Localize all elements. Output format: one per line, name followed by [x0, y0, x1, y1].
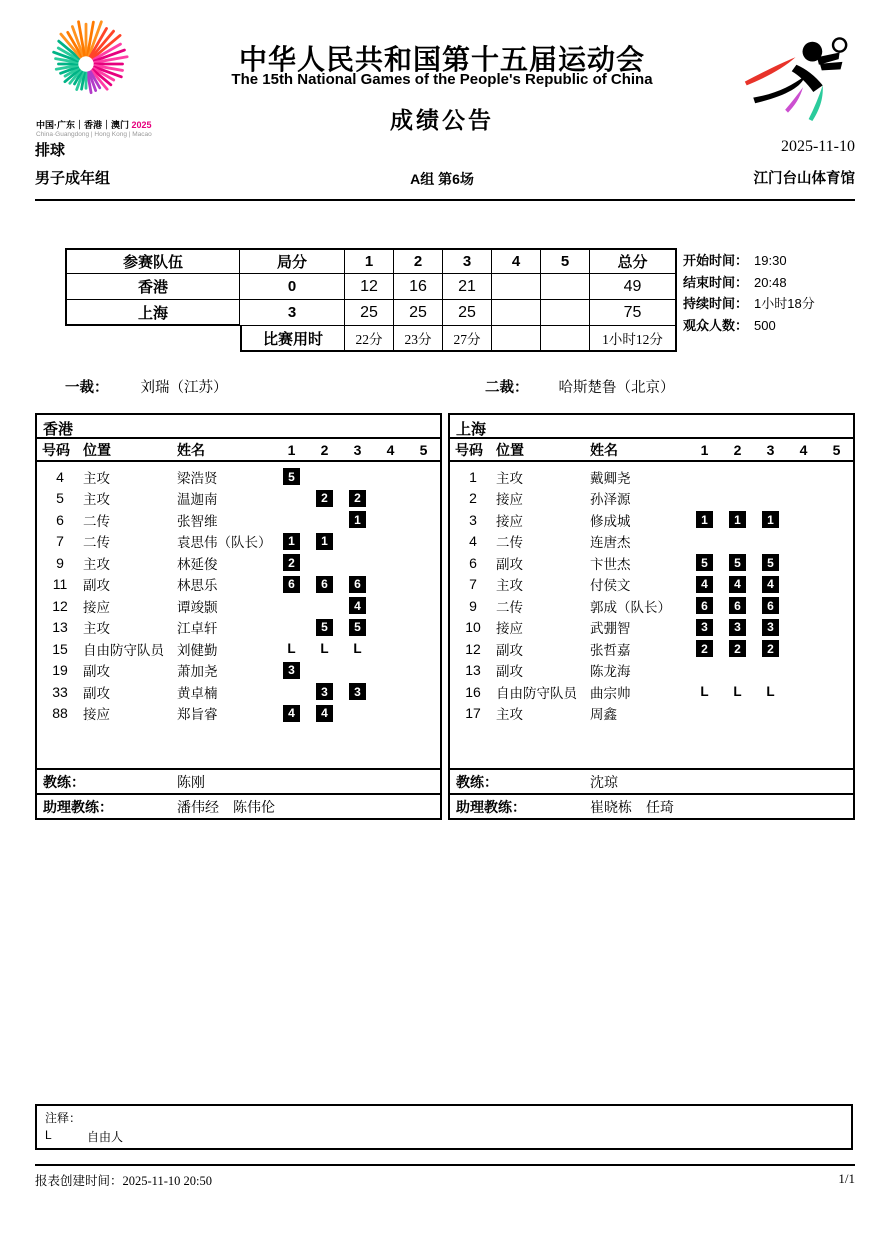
player-set-cell: [721, 554, 754, 571]
player-number: 12: [52, 597, 68, 614]
libero-marker: L: [353, 641, 362, 657]
match-info-panel: [683, 250, 815, 336]
roster-col-header: 1: [287, 441, 296, 458]
player-set-cell: [341, 576, 374, 593]
player-name: 周鑫: [590, 707, 617, 723]
match-info-label: 持续时间：: [683, 296, 749, 311]
assistant-coach-names: 潘伟经 陈伟伦: [177, 798, 275, 815]
player-number: 6: [56, 511, 64, 528]
player-row: [450, 466, 853, 488]
page-subtitle: The 15th National Games of the People's Republic of China: [231, 71, 653, 88]
player-number: 9: [469, 597, 477, 614]
emblem-year-text: 2025: [131, 120, 152, 130]
player-name: 江卓轩: [177, 621, 218, 637]
set-score-cell: 25: [345, 300, 394, 326]
player-row: [37, 574, 440, 596]
match-date: 2025-11-10: [780, 138, 855, 155]
player-number: 13: [52, 619, 68, 636]
player-position: 二传: [496, 599, 523, 615]
player-row: [37, 509, 440, 531]
assistant-coach-label: 助理教练：: [456, 798, 526, 815]
set-duration-cell: [541, 326, 590, 352]
roster-col-header: 位置: [496, 441, 524, 458]
notes-entry: [45, 1128, 843, 1145]
set-duration-cell: [492, 326, 541, 352]
libero-marker: L: [320, 641, 329, 657]
starting-position-badge: 4: [349, 597, 366, 614]
roster-table: [448, 413, 855, 820]
starting-position-badge: 5: [349, 619, 366, 636]
match-info-label: 观众人数：: [683, 317, 749, 333]
assistant-coach-row: [37, 793, 440, 818]
player-row: [37, 703, 440, 725]
player-name: 陈龙海: [590, 664, 631, 680]
starting-position-badge: 4: [696, 576, 713, 593]
emblem-region-text: 中国·广东｜香港｜澳门 2025: [36, 120, 152, 130]
total-points-cell: 49: [590, 274, 677, 300]
starting-position-badge: 6: [729, 597, 746, 614]
starting-position-badge: 1: [316, 533, 333, 550]
player-row: [37, 488, 440, 510]
roster-col-header: 4: [386, 441, 395, 458]
coach-row: [37, 768, 440, 793]
match-info-label: 结束时间：: [683, 274, 749, 290]
player-row: [450, 681, 853, 703]
player-set-cell: [308, 490, 341, 507]
player-position: 副攻: [83, 664, 110, 680]
starting-position-badge: 3: [283, 662, 300, 679]
player-number: 33: [52, 683, 68, 700]
player-position: 主攻: [83, 621, 110, 637]
starting-position-badge: 4: [316, 705, 333, 722]
player-name: 修成城: [590, 513, 631, 529]
player-number: 10: [465, 619, 481, 636]
player-name: 萧加尧: [177, 664, 218, 680]
assistant-coach-names: 崔晓栋 任琦: [590, 798, 674, 815]
coach-label: 教练：: [456, 773, 498, 790]
player-name: 戴卿尧: [590, 470, 631, 486]
score-col-header: 5: [541, 248, 590, 274]
player-set-cell: [275, 533, 308, 550]
player-set-cell: [275, 468, 308, 485]
player-position: 接应: [83, 599, 110, 615]
roster-header-row: [450, 439, 853, 462]
notes-entry-desc: 自由人: [87, 1130, 124, 1144]
player-position: 副攻: [496, 664, 523, 680]
match-info-row: [683, 315, 815, 337]
player-row: [450, 595, 853, 617]
player-set-cell: [754, 684, 787, 699]
match-info-row: [683, 250, 815, 272]
match-info-row: [683, 293, 815, 315]
coach-label: 教练：: [43, 773, 85, 790]
player-position: 主攻: [496, 470, 523, 486]
team-name-cell: 上海: [65, 300, 240, 326]
player-name: 黄卓楠: [177, 685, 218, 701]
player-number: 15: [52, 640, 68, 657]
sets-won-cell: 0: [240, 274, 345, 300]
player-number: 4: [469, 533, 477, 550]
roster-body: [450, 462, 853, 768]
player-set-cell: [341, 490, 374, 507]
emblem-region-text-en: China·Guangdong | Hong Kong | Macao: [36, 131, 152, 138]
starting-position-badge: 6: [316, 576, 333, 593]
division-label: 男子成年组: [35, 170, 111, 187]
player-set-cell: [308, 641, 341, 656]
set-duration-cell: 22分: [345, 326, 394, 352]
score-col-header: 总分: [590, 248, 677, 274]
player-name: 孙泽源: [590, 492, 631, 508]
player-row: [450, 617, 853, 639]
starting-position-badge: 2: [729, 640, 746, 657]
set-score-cell: 25: [394, 300, 443, 326]
player-set-cell: [688, 684, 721, 699]
roster-col-header: 1: [700, 441, 709, 458]
starting-position-badge: 5: [316, 619, 333, 636]
player-position: 主攻: [496, 707, 523, 723]
player-set-cell: [754, 619, 787, 636]
player-name: 卞世杰: [590, 556, 631, 572]
player-row: [450, 574, 853, 596]
score-col-header: 4: [492, 248, 541, 274]
match-label: A组 第6场: [410, 171, 474, 187]
player-number: 7: [56, 533, 64, 550]
player-set-cell: [688, 511, 721, 528]
starting-position-badge: 2: [316, 490, 333, 507]
roster-col-header: 姓名: [590, 441, 618, 458]
player-number: 2: [469, 490, 477, 507]
set-score-cell: [541, 300, 590, 326]
player-row: [450, 488, 853, 510]
player-number: 12: [465, 640, 481, 657]
player-set-cell: [308, 619, 341, 636]
score-col-header: 参赛队伍: [65, 248, 240, 274]
roster-col-header: 号码: [42, 441, 70, 458]
player-name: 温迦南: [177, 492, 218, 508]
set-score-cell: 21: [443, 274, 492, 300]
match-info-value: 20:48: [754, 274, 787, 290]
coach-name: 沈琼: [590, 773, 618, 790]
match-info-value: 500: [754, 317, 776, 333]
starting-position-badge: 6: [349, 576, 366, 593]
player-name: 谭竣颢: [177, 599, 218, 615]
player-row: [450, 703, 853, 725]
total-duration-cell: 1小时12分: [590, 326, 677, 352]
team-name-cell: 香港: [65, 274, 240, 300]
score-col-header: 2: [394, 248, 443, 274]
player-set-cell: [754, 511, 787, 528]
player-set-cell: [721, 684, 754, 699]
player-name: 林思乐: [177, 578, 218, 594]
player-position: 主攻: [496, 578, 523, 594]
sport-label: 排球: [35, 142, 66, 159]
roster-col-header: 5: [419, 441, 428, 458]
coach-name: 陈刚: [177, 773, 205, 790]
starting-position-badge: 6: [283, 576, 300, 593]
starting-position-badge: 1: [283, 533, 300, 550]
libero-marker: L: [766, 684, 775, 700]
player-number: 7: [469, 576, 477, 593]
page-title: 中华人民共和国第十五届运动会: [238, 44, 645, 75]
set-score-cell: [492, 300, 541, 326]
player-row: [450, 638, 853, 660]
starting-position-badge: 5: [696, 554, 713, 571]
player-set-cell: [308, 576, 341, 593]
player-name: 武弸智: [590, 621, 631, 637]
roster-col-header: 3: [353, 441, 362, 458]
duration-label-cell: 比赛用时: [240, 326, 345, 352]
player-set-cell: [688, 554, 721, 571]
player-set-cell: [275, 705, 308, 722]
roster-team-name: 上海: [450, 415, 853, 439]
set-score-cell: 12: [345, 274, 394, 300]
player-set-cell: [341, 683, 374, 700]
starting-position-badge: 5: [283, 468, 300, 485]
assistant-coach-label: 助理教练：: [43, 798, 113, 815]
second-referee: [485, 376, 675, 397]
player-name: 张智维: [177, 513, 218, 529]
player-row: [37, 617, 440, 639]
player-position: 接应: [496, 621, 523, 637]
player-number: 3: [469, 511, 477, 528]
first-referee-label: 一裁：: [65, 380, 109, 396]
footer-divider: [35, 1164, 855, 1166]
player-position: 副攻: [496, 642, 523, 658]
player-position: 主攻: [83, 556, 110, 572]
player-number: 5: [56, 490, 64, 507]
starting-position-badge: 3: [696, 619, 713, 636]
roster-col-header: 2: [733, 441, 742, 458]
roster-team-name: 香港: [37, 415, 440, 439]
player-row: [37, 681, 440, 703]
starting-position-badge: 2: [696, 640, 713, 657]
player-set-cell: [341, 641, 374, 656]
set-score-cell: [541, 274, 590, 300]
first-referee-name: 刘瑞（江苏）: [140, 380, 228, 396]
player-row: [37, 466, 440, 488]
player-position: 自由防守队员: [496, 685, 577, 701]
set-score-cell: [492, 274, 541, 300]
player-set-cell: [754, 597, 787, 614]
player-position: 二传: [83, 513, 110, 529]
player-row: [37, 552, 440, 574]
player-number: 19: [52, 662, 68, 679]
player-set-cell: [275, 554, 308, 571]
set-duration-cell: 27分: [443, 326, 492, 352]
page-number: 1/1: [838, 1171, 855, 1186]
roster-body: [37, 462, 440, 768]
player-number: 16: [465, 683, 481, 700]
player-row: [450, 509, 853, 531]
roster-col-header: 5: [832, 441, 841, 458]
player-set-cell: [275, 576, 308, 593]
player-position: 副攻: [83, 578, 110, 594]
player-set-cell: [341, 619, 374, 636]
player-number: 1: [469, 468, 477, 485]
player-row: [37, 595, 440, 617]
player-position: 副攻: [83, 685, 110, 701]
volleyball-pictogram: [742, 30, 864, 127]
assistant-coach-row: [450, 793, 853, 818]
libero-marker: L: [287, 641, 296, 657]
starting-position-badge: 4: [762, 576, 779, 593]
player-set-cell: [754, 640, 787, 657]
report-created-time: 报表创建时间：2025-11-10 20:50: [35, 1174, 212, 1188]
player-row: [450, 531, 853, 553]
first-referee: [65, 376, 228, 397]
set-score-cell: 16: [394, 274, 443, 300]
libero-marker: L: [733, 684, 742, 700]
starting-position-badge: 1: [349, 511, 366, 528]
player-set-cell: [688, 576, 721, 593]
starting-position-badge: 2: [349, 490, 366, 507]
starting-position-badge: 1: [762, 511, 779, 528]
player-set-cell: [308, 683, 341, 700]
coach-row: [450, 768, 853, 793]
player-position: 接应: [83, 707, 110, 723]
player-number: 88: [52, 705, 68, 722]
second-referee-name: 哈斯楚鲁（北京）: [558, 380, 675, 396]
score-col-header: 局分: [240, 248, 345, 274]
player-row: [450, 660, 853, 682]
player-name: 郑旨睿: [177, 707, 218, 723]
score-col-header: 3: [443, 248, 492, 274]
starting-position-badge: 3: [316, 683, 333, 700]
roster-col-header: 4: [799, 441, 808, 458]
roster-col-header: 3: [766, 441, 775, 458]
player-position: 二传: [496, 535, 523, 551]
player-name: 刘健勤: [177, 642, 218, 658]
match-info-row: [683, 272, 815, 294]
notes-entry-code: L: [45, 1128, 52, 1142]
player-name: 张哲嘉: [590, 642, 631, 658]
venue-label: 江门台山体育馆: [753, 171, 855, 187]
player-name: 郭成（队长）: [590, 599, 671, 615]
starting-position-badge: 3: [762, 619, 779, 636]
starting-position-badge: 1: [729, 511, 746, 528]
volleyball-pictogram-icon: [742, 30, 864, 122]
roster-table: [35, 413, 442, 820]
player-set-cell: [721, 511, 754, 528]
player-set-cell: [721, 640, 754, 657]
player-name: 林延俊: [177, 556, 218, 572]
match-info-label: 开始时间：: [683, 253, 749, 268]
player-row: [37, 531, 440, 553]
roster-col-header: 位置: [83, 441, 111, 458]
player-number: 4: [56, 468, 64, 485]
starting-position-badge: 6: [762, 597, 779, 614]
player-number: 6: [469, 554, 477, 571]
player-position: 自由防守队员: [83, 642, 164, 658]
set-duration-cell: 23分: [394, 326, 443, 352]
starting-position-badge: 6: [696, 597, 713, 614]
player-name: 梁浩贤: [177, 470, 218, 486]
player-set-cell: [754, 554, 787, 571]
match-info-value: 1小时18分: [754, 296, 815, 311]
score-table: [65, 248, 677, 352]
player-set-cell: [308, 533, 341, 550]
starting-position-badge: 4: [729, 576, 746, 593]
roster-header-row: [37, 439, 440, 462]
notes-title: 注释：: [45, 1111, 82, 1125]
player-row: [37, 638, 440, 660]
set-score-cell: 25: [443, 300, 492, 326]
player-set-cell: [275, 641, 308, 656]
total-points-cell: 75: [590, 300, 677, 326]
player-number: 17: [465, 705, 481, 722]
player-set-cell: [688, 619, 721, 636]
player-name: 袁思伟（队长）: [177, 535, 272, 551]
player-set-cell: [688, 640, 721, 657]
player-number: 13: [465, 662, 481, 679]
empty-cell: [65, 326, 240, 352]
player-number: 9: [56, 554, 64, 571]
starting-position-badge: 1: [696, 511, 713, 528]
sets-won-cell: 3: [240, 300, 345, 326]
starting-position-badge: 4: [283, 705, 300, 722]
player-set-cell: [341, 597, 374, 614]
starting-position-badge: 5: [729, 554, 746, 571]
starting-position-badge: 5: [762, 554, 779, 571]
header-divider: [35, 199, 855, 201]
player-name: 付侯文: [590, 578, 631, 594]
player-set-cell: [688, 597, 721, 614]
player-set-cell: [721, 619, 754, 636]
player-row: [37, 660, 440, 682]
roster-col-header: 号码: [455, 441, 483, 458]
starting-position-badge: 3: [349, 683, 366, 700]
player-set-cell: [721, 576, 754, 593]
player-set-cell: [308, 705, 341, 722]
roster-col-header: 姓名: [177, 441, 205, 458]
player-name: 曲宗帅: [590, 685, 631, 701]
match-info-value: 19:30: [754, 253, 787, 268]
player-position: 接应: [496, 513, 523, 529]
player-position: 主攻: [83, 470, 110, 486]
second-referee-label: 二裁：: [485, 380, 529, 396]
score-col-header: 1: [345, 248, 394, 274]
player-set-cell: [754, 576, 787, 593]
notes-box: [35, 1104, 853, 1150]
player-name: 连唐杰: [590, 535, 631, 551]
libero-marker: L: [700, 684, 709, 700]
player-position: 副攻: [496, 556, 523, 572]
player-row: [450, 552, 853, 574]
bulletin-title: 成绩公告: [390, 107, 494, 133]
starting-position-badge: 2: [283, 554, 300, 571]
player-position: 二传: [83, 535, 110, 551]
player-set-cell: [275, 662, 308, 679]
player-position: 主攻: [83, 492, 110, 508]
player-number: 11: [52, 576, 68, 593]
player-set-cell: [721, 597, 754, 614]
starting-position-badge: 3: [729, 619, 746, 636]
starting-position-badge: 2: [762, 640, 779, 657]
player-set-cell: [341, 511, 374, 528]
roster-col-header: 2: [320, 441, 329, 458]
player-position: 接应: [496, 492, 523, 508]
